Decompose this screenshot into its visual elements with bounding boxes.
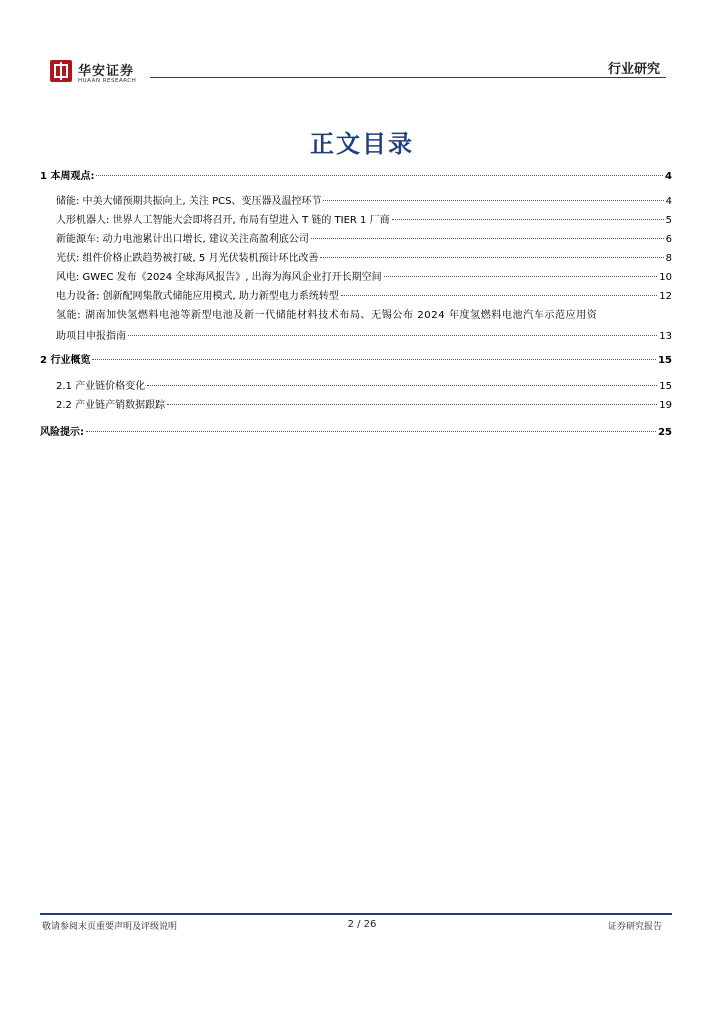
toc-entry-title: 1 本周观点: [40, 171, 95, 182]
toc-entry-page: 15 [659, 381, 672, 392]
toc-entry-title: 2.2 产业链产销数据跟踪 [56, 400, 166, 411]
toc-entry-risk-warning[interactable] [40, 426, 672, 440]
toc-entry-section-2-1[interactable] [56, 380, 672, 394]
toc-entry-title: 储能: 中美大储预期共振向上, 关注 PCS、变压器及温控环节 [56, 196, 322, 207]
toc-entry-hydrogen[interactable] [56, 309, 672, 344]
toc-entry-title: 电力设备: 创新配网集散式储能应用模式, 助力新型电力系统转型 [56, 291, 339, 302]
toc-entry-power-equipment[interactable] [56, 290, 672, 304]
toc-entry-title: 光伏: 组件价格止跌趋势被打破, 5 月光伏装机预计环比改善 [56, 253, 319, 264]
toc-leader [341, 295, 657, 296]
toc-entry-section-1[interactable] [40, 170, 672, 184]
toc-leader [86, 431, 656, 432]
toc-entry-page: 12 [659, 291, 672, 302]
footer-divider [40, 913, 672, 915]
toc-entry-title-line2: 助项目申报指南 [56, 331, 126, 342]
toc-entry-photovoltaic[interactable] [56, 252, 672, 266]
toc-entry-page: 5 [665, 215, 672, 226]
toc-entry-title: 2 行业概览 [40, 355, 91, 366]
footer-report-type: 证券研究报告 [607, 922, 662, 932]
toc-entry-section-2[interactable] [40, 354, 672, 368]
toc-entry-title: 人形机器人: 世界人工智能大会即将召开, 布局有望进入 T 链的 TIER 1 厂商 [56, 215, 390, 226]
toc-leader [92, 359, 656, 360]
toc-entry-page: 19 [659, 400, 672, 411]
report-category: 行业研究 [607, 62, 660, 77]
logo-english-name: HUAAN RESEARCH [78, 78, 137, 84]
toc-leader [96, 175, 663, 176]
toc-entry-page: 4 [665, 196, 672, 207]
toc-leader [167, 404, 657, 405]
toc-entry-title-line1: 氢能: 湖南加快氢燃料电池等新型电池及新一代储能材料技术布局、无锡公布 2024 年度氢燃料电池汽车示范应用资 [56, 310, 598, 321]
toc-entry-page: 25 [658, 427, 672, 438]
logo-chinese-name: 华安证券 [78, 64, 135, 79]
header-divider [150, 77, 666, 78]
footer-disclaimer: 敬请参阅末页重要声明及评级说明 [42, 922, 178, 932]
company-logo [50, 60, 150, 90]
toc-leader [323, 200, 663, 201]
toc-leader [128, 335, 657, 336]
toc-leader [147, 385, 657, 386]
seal-icon [50, 60, 72, 82]
page-title: 正文目录 [310, 129, 414, 158]
toc-leader [384, 276, 658, 277]
toc-entry-title: 新能源车: 动力电池累计出口增长, 建议关注高盈利底公司 [56, 234, 309, 245]
toc-entry-humanoid-robot[interactable] [56, 214, 672, 228]
toc-entry-section-2-2[interactable] [56, 399, 672, 413]
toc-entry-page: 13 [659, 331, 672, 342]
toc-entry-page: 15 [658, 355, 672, 366]
toc-entry-title: 2.1 产业链价格变化 [56, 381, 146, 392]
toc-entry-wind-power[interactable] [56, 271, 672, 285]
toc-entry-new-energy-vehicle[interactable] [56, 233, 672, 247]
page-number: 2 / 26 [347, 919, 377, 930]
toc-entry-page: 10 [659, 272, 672, 283]
toc-leader [311, 238, 664, 239]
toc-entry-page: 4 [665, 171, 672, 182]
toc-entry-title: 风电: GWEC 发布《2024 全球海风报告》, 出海为海风企业打开长期空间 [56, 272, 382, 283]
toc-entry-page: 8 [665, 253, 672, 264]
toc-entry-title: 风险提示: [40, 427, 84, 438]
toc-entry-energy-storage[interactable] [56, 195, 672, 209]
toc-entry-page: 6 [665, 234, 672, 245]
toc-leader [320, 257, 663, 258]
toc-leader [392, 219, 664, 220]
